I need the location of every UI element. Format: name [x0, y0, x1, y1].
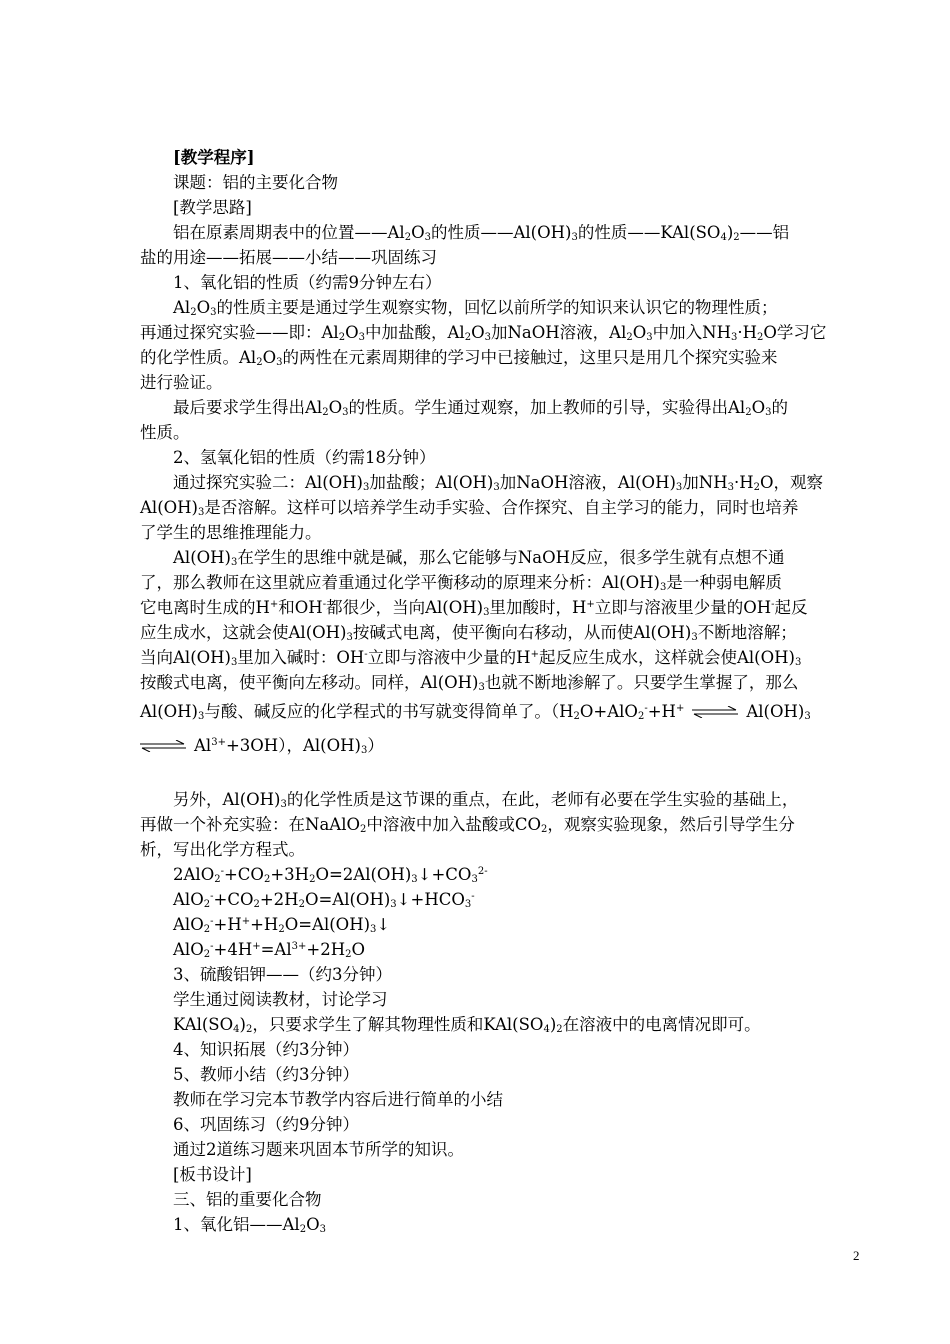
flow-paragraph: 铝在原素周期表中的位置$——Al_2O_3$的性质$——Al(OH)_3$的性质$——KAl(SO_4)_2——$铝 盐的用途——拓展——小结——巩固练习 [140, 223, 790, 267]
topic-line: 课题：铝的主要化合物 [173, 173, 338, 192]
idea-heading: [教学思路] [173, 198, 252, 217]
board-title: 三、铝的重要化合物 [173, 1190, 322, 1209]
subsection-4-title: 4、知识拓展（约3分钟） [173, 1040, 359, 1059]
subsection-5-title: 5、教师小结（约3分钟） [173, 1065, 359, 1084]
paragraph-equilibrium: $Al(OH)_3$在学生的思维中就是碱，那么它能够与NaOH反应，很多学生就有点想不通 了，那么教师在这里就应着重通过化学平衡移动的原理来分析：$Al(OH)_3$是一种弱电解质 它电离时生成的H+和OH-都很少，当向$Al(OH)_3$里加酸时，H+立即与溶液里少量的OH-起反 应生成水，这就会使$Al(OH)_3$按碱式电离，使平衡向右移动，从而使$Al(OH)_3$不断地溶解； 当向$Al(OH)_3$里加入碱时：OH-立即与溶液中少量的H+起反应生成水，这样就会使$Al(OH)_3$ 按酸式电离，使平衡向左移动。同样，$Al(OH)_3$也就不断地渗解了。只要学生掌握了，那么 $Al(OH)_3$与酸、碱反应的化学程式的书写就变得简单了。（$H_2O+AlO_2^-+H^+$ $Al(OH)_3$ $Al^{3+}+3OH$），$Al(OH)_3$） [140, 545, 865, 763]
subsection-2-title: 2、氢氧化铝的性质（约需18分钟） [173, 448, 436, 467]
paragraph-experiment-two: 通过探究实验二：$Al(OH)_3$加盐酸；$Al(OH)_3$加NaOH溶液，$Al(OH)_3$加$NH_3\cdot H_2O$，观察 $Al(OH)_3$是否溶解。这样可以培养学生动手实验、合作探究、自主学习的能力，同时也培养 了学生的思维推理能力。 [140, 473, 824, 542]
equilibrium-arrow-icon [140, 730, 186, 764]
practice-line: 通过2道练习题来巩固本节所学的知识。 [173, 1140, 464, 1159]
document-body [140, 145, 865, 1237]
subsection-6-title: 6、巩固练习（约9分钟） [173, 1115, 359, 1134]
paragraph-alumina-properties: $Al_2O_3$的性质主要是通过学生观察实物，回忆以前所学的知识来认识它的物理性质； 再通过探究实验——即：$Al_2O_3$中加盐酸，$Al_2O_3$加NaOH溶液，$Al_2O_3$中加入$NH_3\cdot H_2O$学习它 的化学性质。$Al_2O_3$的两性在元素周期律的学习中已接触过，这里只是用几个探究实验来 进行验证。 [140, 298, 827, 392]
page-number: 2 [853, 1248, 860, 1263]
equation-2: $AlO_2^-+CO_2+2H_2O=Al(OH)_3↓+HCO_3^-$ [173, 890, 475, 910]
subsection-3-title: 3、硫酸铝钾——（约3分钟） [173, 965, 392, 984]
alum-line: $KAl(SO_4)_2$，只要求学生了解其物理性质和$KAl(SO_4)_2$在溶液中的电离情况即可。 [173, 1015, 761, 1035]
board-heading: [板书设计] [173, 1165, 252, 1184]
subsection-1-title: 1、氧化铝的性质（约需9分钟左右） [173, 273, 442, 292]
equation-3: $AlO_2^-+H^++H_2O=Al(OH)_3↓$ [173, 915, 391, 935]
summary-line: 教师在学习完本节教学内容后进行简单的小结 [173, 1090, 503, 1109]
paragraph-supplementary-experiment: 另外，$Al(OH)_3$的化学性质是这节课的重点，在此，老师有必要在学生实验的基础上， 再做一个补充实验：在NaAlO$_2$中溶液中加入盐酸或$CO_2$，观察实验现象，然后引导学生分 析，写出化学方程式。 [140, 790, 799, 859]
equation-1: $2AlO_2^-+CO_2+3H_2O=2Al(OH)_3↓+CO_3^{2-}$ [173, 865, 488, 885]
equilibrium-arrow-icon [692, 696, 738, 730]
section-heading: [教学程序] [173, 148, 255, 167]
reading-line: 学生通过阅读教材，讨论学习 [173, 990, 388, 1009]
board-item-1: 1、氧化铝$——Al_2O_3$ [173, 1215, 326, 1235]
equation-4: $AlO_2^-+4H^+=Al^{3+}+2H_2O$ [173, 940, 366, 960]
paragraph-alumina-conclusion: 最后要求学生得出$Al_2O_3$的性质。学生通过观察，加上教师的引导，实验得出$Al_2O_3$的 性质。 [140, 398, 788, 442]
